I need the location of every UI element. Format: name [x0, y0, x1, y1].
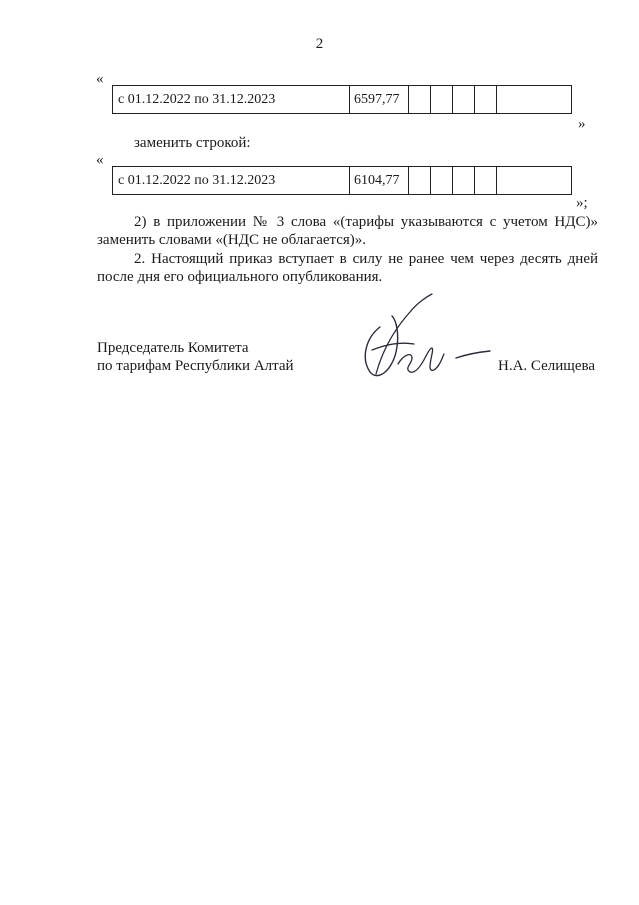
opening-quote: « [96, 71, 104, 87]
item-2-line-1: 2) в приложении № 3 слова «(тарифы указываются с учетом НДС)» [134, 214, 598, 230]
empty-cell [431, 167, 453, 194]
item-2-line-2: заменить словами «(НДС не облагается)». [97, 232, 367, 248]
new-tariff-period: с 01.12.2022 по 31.12.2023 [113, 167, 350, 194]
replace-label: заменить строкой: [134, 135, 251, 151]
paragraph-2-line-2: после дня его официального опубликования. [97, 269, 383, 285]
empty-cell [431, 86, 453, 113]
empty-cell [475, 167, 497, 194]
signatory-title-line-2: по тарифам Республики Алтай [97, 358, 294, 374]
new-tariff-row [112, 166, 572, 195]
old-tariff-period: с 01.12.2022 по 31.12.2023 [113, 86, 350, 113]
handwritten-signature [352, 292, 492, 382]
empty-cell [497, 167, 571, 194]
empty-cell [475, 86, 497, 113]
opening-quote: « [96, 152, 104, 168]
empty-cell [453, 167, 475, 194]
new-tariff-value: 6104,77 [350, 167, 409, 194]
old-tariff-row [112, 85, 572, 114]
paragraph-2-line-1: 2. Настоящий приказ вступает в силу не ранее чем через десять дней [134, 251, 598, 267]
page-number: 2 [315, 36, 324, 52]
old-tariff-value: 6597,77 [350, 86, 409, 113]
empty-cell [453, 86, 475, 113]
empty-cell [497, 86, 571, 113]
signatory-name: Н.А. Селищева [498, 358, 596, 374]
signatory-title-line-1: Председатель Комитета [97, 340, 249, 356]
closing-quote: »; [576, 195, 588, 211]
empty-cell [409, 167, 431, 194]
closing-quote: » [578, 116, 586, 132]
empty-cell [409, 86, 431, 113]
